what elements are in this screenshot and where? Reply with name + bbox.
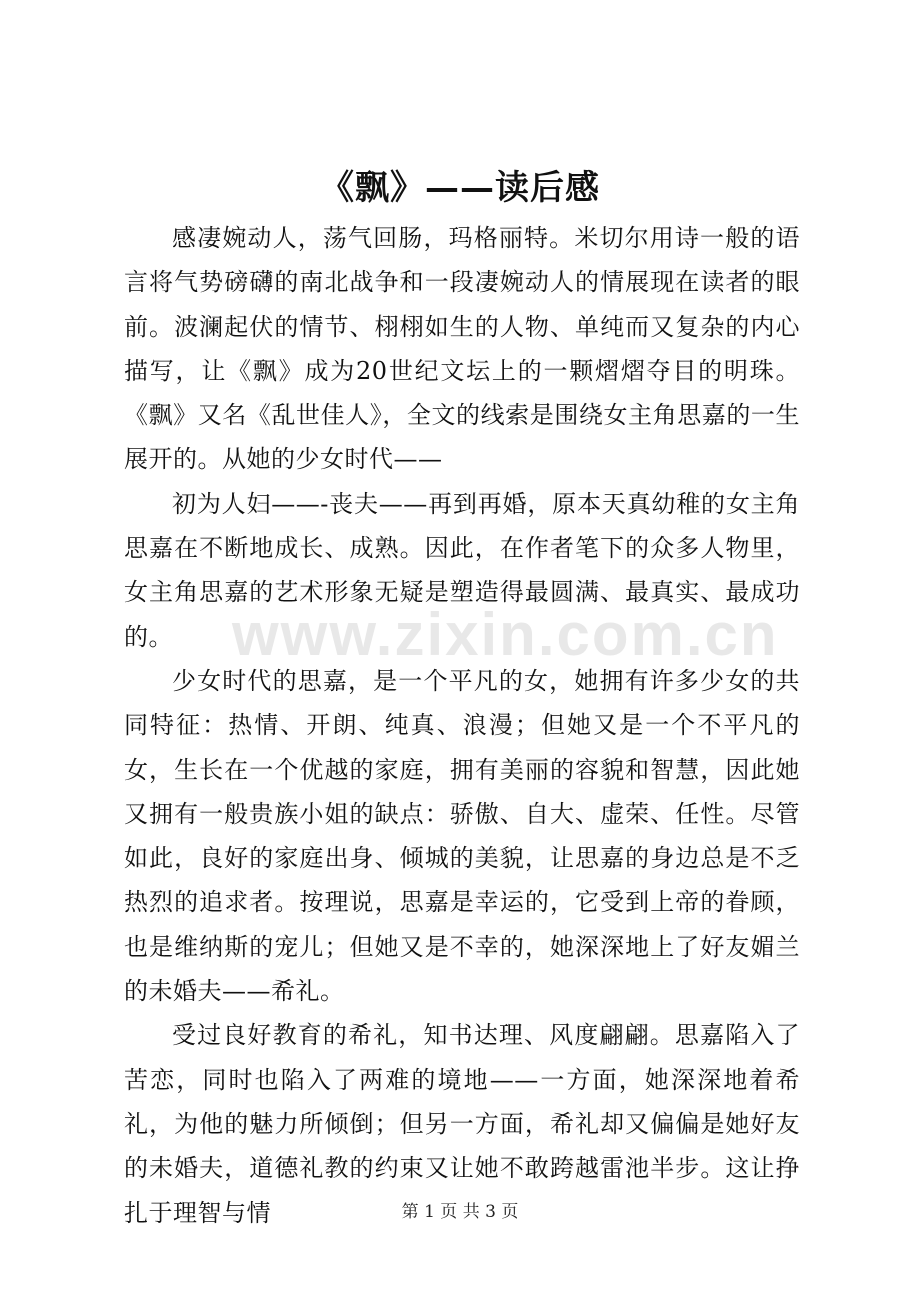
document-body bbox=[124, 216, 800, 1235]
paragraph-4: 受过良好教育的希礼，知书达理、风度翩翩。思嘉陷入了苦恋，同时也陷入了两难的境地——一方面，她深深地着希礼，为他的魅力所倾倒；但另一方面，希礼却又偏偏是她好友的未婚夫，道德礼教的约束又让她不敢跨越雷池半步。这让挣扎于理智与情 bbox=[124, 1021, 800, 1227]
document-title: 《飘》——读后感 bbox=[320, 168, 600, 208]
paragraph-3: 少女时代的思嘉，是一个平凡的女，她拥有许多少女的共同特征：热情、开朗、纯真、浪漫；但她又是一个不平凡的女，生长在一个优越的家庭，拥有美丽的容貌和智慧，因此她又拥有一般贵族小姐的缺点：骄傲、自大、虚荣、任性。尽管如此，良好的家庭出身、倾城的美貌，让思嘉的身边总是不乏热烈的追求者。按理说，思嘉是幸运的，它受到上帝的眷顾，也是维纳斯的宠儿；但她又是不幸的，她深深地上了好友媚兰的未婚夫——希礼。 bbox=[124, 666, 800, 1006]
page-number-footer: 第 1 页 共 3 页 bbox=[401, 1202, 519, 1222]
paragraph-1: 感凄婉动人，荡气回肠，玛格丽特。米切尔用诗一般的语言将气势磅礴的南北战争和一段凄婉动人的情展现在读者的眼前。波澜起伏的情节、栩栩如生的人物、单纯而又复杂的内心描写，让《飘》成为20世纪文坛上的一颗熠熠夺目的明珠。《飘》又名《乱世佳人》，全文的线索是围绕女主角思嘉的一生展开的。从她的少女时代—— bbox=[124, 224, 800, 474]
paragraph-2: 初为人妇——-丧夫——再到再婚，原本天真幼稚的女主角思嘉在不断地成长、成熟。因此，在作者笔下的众多人物里，女主角思嘉的艺术形象无疑是塑造得最圆满、最真实、最成功的。 bbox=[124, 489, 800, 651]
site-watermark: www.zixin.com.cn bbox=[232, 601, 779, 668]
